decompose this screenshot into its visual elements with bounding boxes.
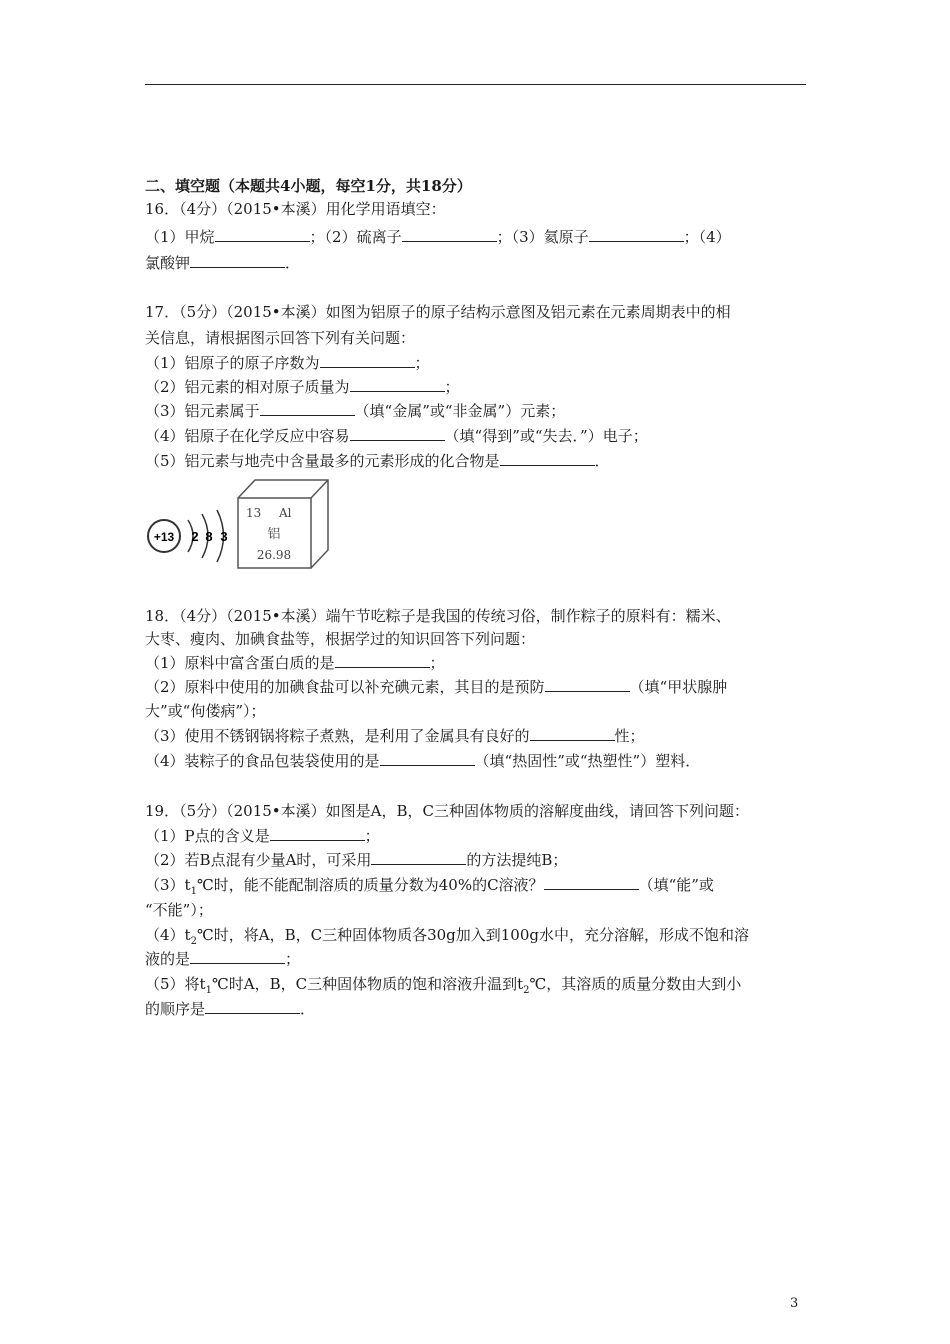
q18-heading-2: 大枣、瘦肉、加碘食盐等，根据学过的知识回答下列问题： [145, 630, 536, 648]
q19-item-3-cont: “不能”）； [145, 901, 213, 919]
subscript: 2 [190, 936, 197, 947]
nucleus-charge: +13 [153, 530, 175, 544]
answer-blank [371, 850, 466, 865]
answer-blank [350, 377, 445, 392]
q19-item-5-end: ． [300, 1000, 316, 1018]
q17-item-2-end: ； [444, 378, 460, 396]
q16-part6: ． [285, 254, 301, 272]
q19-item-2 [145, 849, 567, 871]
subscript: 1 [190, 886, 197, 897]
element-symbol: Al [279, 506, 292, 520]
answer-blank [320, 353, 415, 368]
q18-item-1-end: ； [429, 654, 445, 672]
q19-item-1-end: ； [364, 827, 380, 845]
q18-item-4-end: （填“热固性”或“热塑性”）塑料． [474, 752, 701, 770]
q17-item-5-text: （5）铝元素与地壳中含量最多的元素形成的化合物是 [145, 452, 500, 470]
q16-line1 [145, 226, 731, 248]
q16-part4: ；（4） [683, 228, 731, 246]
q16-heading: 16．（4分）（2015•本溪）用化学用语填空： [145, 200, 446, 218]
q19-item-5-text-2: ℃时A，B，C三种固体物质的饱和溶液升温到t [211, 975, 524, 993]
element-cell-edge [311, 480, 328, 498]
answer-blank [500, 451, 595, 466]
answer-blank [402, 227, 497, 242]
q19-item-5-text-4: 的顺序是 [145, 1000, 206, 1018]
q18-item-3-end: 性； [614, 727, 645, 745]
answer-blank [260, 401, 355, 416]
q17-item-3-end: （填“金属”或“非金属”）元素； [354, 402, 566, 420]
q17-item-3 [145, 400, 565, 422]
q17-item-4-text: （4）铝原子在化学反应中容易 [145, 427, 350, 445]
q16-part5: 氯酸钾 [145, 254, 191, 272]
q19-item-3-text-2: ℃时，能不能配制溶质的质量分数为40%的C溶液？ [196, 876, 544, 894]
q17-item-5-end: ． [594, 452, 610, 470]
q18-item-1-text: （1）原料中富含蛋白质的是 [145, 654, 335, 672]
q19-item-2-text: （2）若B点混有少量A时，可采用 [145, 851, 372, 869]
q19-item-3-text: （3）t [145, 876, 191, 894]
section-title: 二、填空题（本题共4小题，每空1分，共18分） [145, 177, 472, 195]
q17-heading-2: 关信息，请根据图示回答下列有关问题： [145, 329, 416, 347]
answer-blank [545, 677, 630, 692]
aluminum-atom-figure [143, 470, 333, 570]
shell-electrons-1: 2 [191, 529, 199, 544]
q18-item-2-cont: 大”或“佝偻病”）； [145, 702, 266, 720]
q16-part3: ；（3）氦原子 [496, 228, 589, 246]
q17-item-1-text: （1）铝原子的原子序数为 [145, 354, 320, 372]
q17-item-2-text: （2）铝元素的相对原子质量为 [145, 378, 350, 396]
q17-item-2 [145, 376, 460, 398]
subscript: 2 [523, 985, 530, 996]
q19-item-4-text-2: ℃时，将A，B，C三种固体物质各30g加入到100g水中，充分溶解，形成不饱和溶 [196, 926, 749, 944]
atomic-mass: 26.98 [256, 548, 292, 562]
answer-blank [335, 653, 430, 668]
element-number: 13 [246, 506, 262, 520]
answer-blank [380, 751, 475, 766]
element-name: 铝 [267, 527, 281, 542]
answer-blank [215, 227, 310, 242]
q19-item-5-text-3: ℃，其溶质的质量分数由大到小 [529, 975, 742, 993]
q17-item-5 [145, 450, 610, 472]
q18-item-3-text: （3）使用不锈钢锅将粽子煮熟，是利用了金属具有良好的 [145, 727, 530, 745]
shell-electrons-3: 3 [220, 529, 228, 544]
q19-item-4-text-3: 液的是 [145, 950, 191, 968]
header-rule [145, 84, 806, 85]
q19-item-5-cont [145, 998, 315, 1020]
q19-item-3-end: （填“能”或 [638, 876, 714, 894]
q19-item-1-text: （1）P点的含义是 [145, 827, 270, 845]
q19-item-4-cont [145, 948, 300, 970]
q19-heading: 19．（5分）（2015•本溪）如图是A，B，C三种固体物质的溶解度曲线，请回答下列问题： [145, 802, 749, 820]
q17-item-3-text: （3）铝元素属于 [145, 402, 260, 420]
q17-heading-1: 17．（5分）（2015•本溪）如图为铝原子的原子结构示意图及铝元素在元素周期表中的相 [145, 303, 731, 321]
q19-item-2-end: 的方法提纯B； [466, 851, 568, 869]
q18-heading-1: 18．（4分）（2015•本溪）端午节吃粽子是我国的传统习俗，制作粽子的原料有：糯米、 [145, 607, 731, 625]
q18-item-2-end: （填“甲状腺肿 [629, 678, 728, 696]
q16-part2: ；（2）硫离子 [309, 228, 402, 246]
answer-blank [589, 227, 684, 242]
q18-item-2-text: （2）原料中使用的加碘食盐可以补充碘元素，其目的是预防 [145, 678, 545, 696]
answer-blank [530, 726, 615, 741]
q17-item-1 [145, 352, 430, 374]
q19-item-3 [145, 874, 714, 903]
page-number: 3 [790, 1296, 799, 1311]
answer-blank [190, 253, 285, 268]
q18-item-4-text: （4）装粽子的食品包装袋使用的是 [145, 752, 380, 770]
q18-item-3 [145, 725, 645, 747]
shell-electrons-2: 8 [205, 529, 213, 544]
q18-item-1 [145, 652, 445, 674]
q17-item-4-end: （填“得到”或“失去．”）电子； [444, 427, 648, 445]
q16-line2 [145, 252, 300, 274]
answer-blank [350, 426, 445, 441]
answer-blank [205, 999, 300, 1014]
q18-item-4 [145, 750, 700, 772]
q19-item-1 [145, 825, 380, 847]
answer-blank [270, 826, 365, 841]
q17-item-4 [145, 425, 648, 447]
q17-item-1-end: ； [414, 354, 430, 372]
q19-item-4-text: （4）t [145, 926, 191, 944]
subscript: 1 [205, 985, 212, 996]
q18-item-2 [145, 676, 727, 698]
q19-item-4-end: ； [285, 950, 301, 968]
q19-item-5-text: （5）将t [145, 975, 206, 993]
answer-blank [544, 875, 639, 890]
q16-part1: （1）甲烷 [145, 228, 215, 246]
answer-blank [190, 949, 285, 964]
